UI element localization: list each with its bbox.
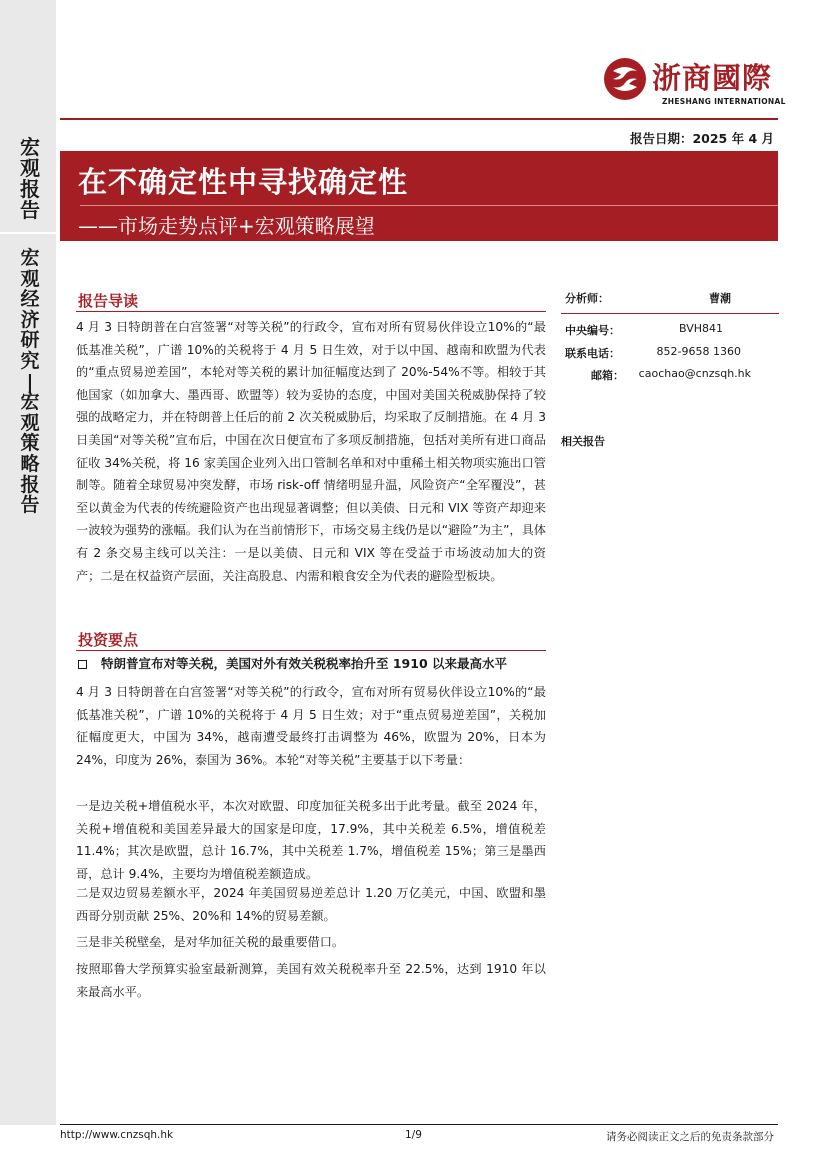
company-logo-icon <box>603 57 647 101</box>
disclaimer-note: 请务必阅读正文之后的免责条款部分 <box>606 1131 774 1143</box>
key-point-title <box>78 654 548 672</box>
phone-value: 852-9658 1360 <box>656 345 741 358</box>
intro-heading-rule <box>76 311 546 312</box>
sidebar-category-label <box>16 137 44 221</box>
sidebar-glyph: 策 <box>20 432 40 455</box>
investment-paragraph-2: 一是边关税+增值税水平，本次对欧盟、印度加征关税多出于此考量。截至 2024 年，关税+增值税和美国差异最大的国家是印度，17.9%，其中关税差 6.5%，增值税差 11.4%；其次是欧盟，总计 16.7%，其中关税差 1.7%，增值税差 15%；第三是墨西哥，总计 9.4%，主要均为增值税差额造成。 <box>76 799 546 881</box>
sidebar-divider <box>0 232 56 234</box>
investment-paragraph-3: 二是双边贸易差额水平，2024 年美国贸易逆差总计 1.20 万亿美元，中国、欧盟和墨西哥分别贡献 25%、20%和 14%的贸易差额。 <box>76 886 546 923</box>
email-label: 邮箱： <box>591 369 624 382</box>
investment-heading: 投资要点 <box>78 631 139 649</box>
sidebar-glyph: 报 <box>20 473 40 496</box>
page-number: 1/9 <box>405 1129 422 1141</box>
company-name-cn: 浙商國際 <box>652 61 773 95</box>
sidebar-glyph: 观 <box>20 411 40 434</box>
analyst-rule <box>561 313 779 314</box>
checkbox-bullet-icon <box>78 660 87 669</box>
phone-label: 联系电话： <box>565 347 620 360</box>
key-point-text: 特朗普宣布对等关税，美国对外有效关税税率抬升至 1910 以来最高水平 <box>101 656 507 671</box>
header-rule <box>60 118 778 120</box>
report-date: 报告日期：2025 年 4 月 <box>629 131 774 146</box>
sidebar-glyph: 宏 <box>20 135 40 159</box>
id-value: BVH841 <box>679 322 723 335</box>
sidebar-glyph: 观 <box>20 156 40 180</box>
sidebar-glyph: 报 <box>20 177 40 201</box>
intro-paragraph: 4 月 3 日特朗普在白宫签署“对等关税”的行政令，宣布对所有贸易伙伴设立10%的“最低基准关税”，广谱 10%的关税将于 4 月 5 日生效，对于以中国、越南和欧盟为代表的“重点贸易逆差国”，本轮对等关税的累计加征幅度达到了 20%-54%不等。相较于其他国家（如加拿大、墨西哥、欧盟等）较为妥协的态度，中国对美国关税威胁保持了较强的战略定力，并在特朗普上任后的前 2 次关税威胁后，均采取了反制措施。在 4 月 3 日美国“对等关税”宣布后，中国在次日便宣布了多项反制措施，包括对美所有进口商品征收 34%关税，将 16 家美国企业列入出口管制名单和对中重稀土相关物项实施出口管制等。随着全球贸易冲突发酵，市场 risk-off 情绪明显升温，风险资产“全军覆没”，甚至以黄金为代表的传统避险资产也出现显著调整；但以美债、日元和 VIX 等资产却迎来一波较为强势的涨幅。我们认为在当前情形下，市场交易主线仍是以“避险”为主”，具体有 2 条交易主线可以关注：一是以美债、日元和 VIX 等在受益于市场波动加大的资产；二是在权益资产层面，关注高股息、内需和粮食安全为代表的避险型板块。 <box>76 320 546 583</box>
id-label: 中央编号： <box>565 324 620 337</box>
analyst-label: 分析师： <box>565 292 609 305</box>
investment-paragraph-4: 三是非关税壁垒，是对华加征关税的最重要借口。 <box>76 935 345 949</box>
investment-paragraph-1: 4 月 3 日特朗普在白宫签署“对等关税”的行政令，宣布对所有贸易伙伴设立10%的“最低基准关税”，广谱 10%的关税将于 4 月 5 日生效；对于“重点贸易逆差国”，关税加征幅度更大，中国为 34%，越南遭受最终打击调整为 46%，欧盟为 20%，日本为 24%，印度为 26%，泰国为 36%。本轮“对等关税”主要基于以下考量： <box>76 685 546 767</box>
sidebar-glyph: 略 <box>20 452 40 475</box>
email-value[interactable]: caochao@cnzsqh.hk <box>638 367 751 380</box>
sidebar-glyph: 研 <box>20 329 40 352</box>
investment-paragraph-5: 按照耶鲁大学预算实验室最新测算，美国有效关税税率升至 22.5%，达到 1910 年以来最高水平。 <box>76 962 546 999</box>
sidebar-glyph: 究 <box>20 349 40 372</box>
sidebar-glyph: 宏 <box>20 391 40 414</box>
footer-url[interactable]: http://www.cnzsqh.hk <box>60 1129 174 1141</box>
sidebar-glyph: 济 <box>20 308 40 331</box>
sidebar-glyph: 告 <box>20 494 40 517</box>
company-name-en: ZHESHANG INTERNATIONAL <box>662 97 786 106</box>
sidebar-glyph: 观 <box>20 267 40 290</box>
report-title: 在不确定性中寻找确定性 <box>78 165 409 199</box>
footer-rule <box>60 1124 778 1125</box>
intro-heading: 报告导读 <box>78 292 139 310</box>
sidebar-glyph: 宏 <box>20 247 40 269</box>
sidebar-glyph: | <box>26 370 34 393</box>
title-divider <box>80 205 778 206</box>
investment-heading-rule <box>76 650 546 651</box>
sidebar-series-label <box>16 248 44 516</box>
sidebar-glyph: 告 <box>20 198 40 222</box>
related-reports-label: 相关报告 <box>561 435 605 448</box>
sidebar-glyph: 经 <box>20 288 40 311</box>
analyst-name: 曹潮 <box>709 292 731 305</box>
report-subtitle: ——市场走势点评+宏观策略展望 <box>78 214 375 238</box>
